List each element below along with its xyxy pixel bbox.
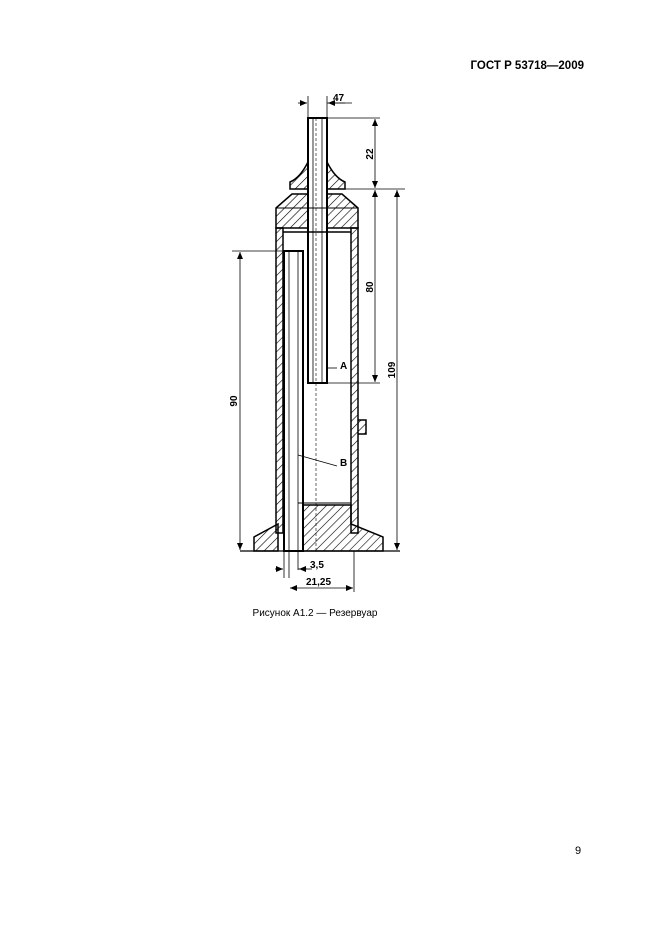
dimension-80: 80 (365, 281, 376, 293)
dimension-90: 90 (229, 395, 240, 407)
dimension-109: 109 (387, 361, 398, 379)
inner-tube-b (284, 251, 303, 551)
top-tube (308, 118, 327, 383)
dimension-47: 47 (333, 93, 345, 104)
label-b: B (340, 458, 348, 469)
document-standard-header: ГОСТ Р 53718—2009 (470, 60, 584, 72)
top-flange (276, 162, 358, 228)
page-number: 9 (575, 845, 582, 857)
dimension-3-5: 3,5 (310, 560, 324, 571)
dimension-22: 22 (365, 148, 376, 160)
reservoir-base (240, 505, 400, 551)
dimension-21-25: 21,25 (306, 577, 332, 588)
figure-caption: Рисунок А1.2 — Резервуар (252, 608, 378, 619)
label-a: A (340, 361, 348, 372)
